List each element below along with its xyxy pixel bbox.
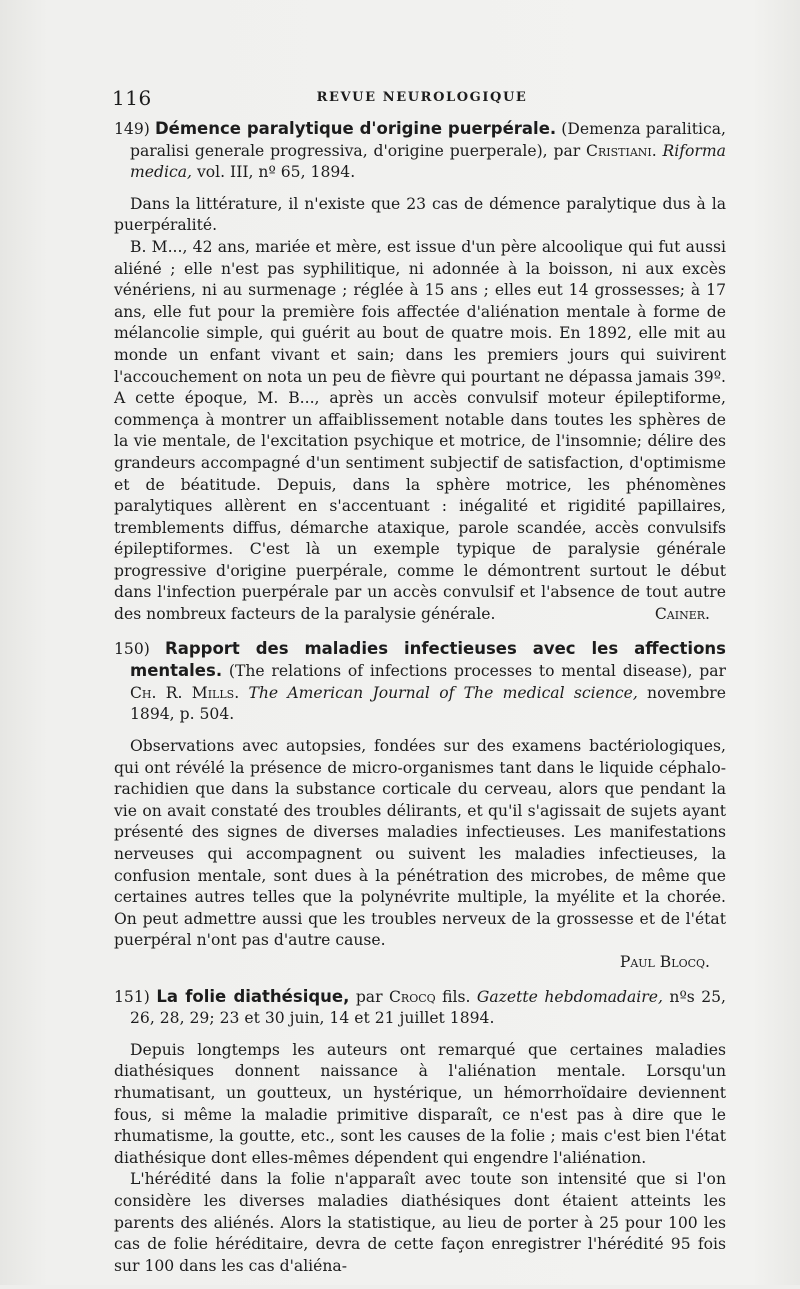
paragraph: Dans la littérature, il n'existe que 23 cas de démence paralytique dus à la puerpéralité.: [114, 194, 726, 235]
paragraph: Observations avec autopsies, fondées sur des examens bactériologiques, qui ont révélé la présence de micro-organismes tant dans le liquide céphalo-rachidien que dans la substance corticale du cerveau, alors que pendant la vie on avait constaté des troubles délirants, et qu'il s'agissait de sujets ayant présenté des signes de diverses maladies infectieuses. Les manifestations nerveuses qui accompagnent ou suivent les maladies infectieuses, la confusion mentale, sont dues à la pénétration des microbes, de même que certaines autres telles que la polynévrite multiple, la myélite et la chorée. On peut admettre aussi que les troubles nerveux de la grossesse et de l'état puerpéral n'ont pas d'autre cause.: [114, 737, 726, 950]
article-reference: (The relations of infections processes to mental disease), par: [222, 662, 726, 681]
article-heading: [114, 118, 726, 184]
article-heading: [114, 638, 726, 726]
article-151: [114, 986, 726, 1278]
paragraph: [114, 237, 726, 626]
paragraph-text: B. M..., 42 ans, mariée et mère, est issue d'un père alcoolique qui fut aussi aliéné ; elle n'est pas syphilitique, ni adonnée à la boisson, ni aux excès vénériens, ni au surmenage ; réglée à 15 ans ; elles eut 14 grossesses; à 17 ans, elle fut pour la première fois affectée d'aliénation mentale à forme de mélancolie simple, qui guérit au bout de quatre mois. En 1892, elle mit au monde un enfant vivant et sain; dans les premiers jours qui suivirent l'accouchement on nota un peu de fièvre qui pourtant ne dépassa jamais 39º. A cette époque, M. B..., après un accès convulsif moteur épileptiforme, commença à montrer un affaiblissement notable dans toutes les sphères de la vie mentale, de l'excitation psychique et motrice, de l'insomnie; délire des grandeurs accompagné d'un sentiment subjectif de satisfaction, d'optimisme et de béatitude. Depuis, dans la sphère motrice, les phénomènes paralytiques allèrent en s'accentuant : inégalité et rigidité papillaires, tremblements diffus, démarche ataxique, parole scandée, accès convulsifs épileptiformes. C'est là un exemple typique de paralysie générale progressive d'origine puerpérale, comme le démontrent surtout le début dans l'infection puerpérale par un accès convulsif et l'absence de tout autre des nombreux facteurs de la paralysie générale.: [114, 237, 726, 624]
signature: Cainer.: [654, 605, 710, 624]
article-journal: The American Journal of The medical science,: [248, 683, 638, 702]
article-journal: Riforma medica,: [130, 141, 726, 182]
article-reference: (Demenza paralitica, paralisi generale progressiva, d'origine puerperale), par: [130, 120, 726, 160]
paragraph: L'hérédité dans la folie n'apparaît avec toute son intensité que si l'on considère les diverses maladies diathésiques dont étaient atteints les parents des aliénés. Alors la statistique, au lieu de porter à 25 pour 100 les cas de folie héréditaire, devra de cette façon enregistrer l'hérédité 95 fois sur 100 dans les cas d'aliéna-: [114, 1170, 726, 1275]
article-reference-end: nºs 25, 26, 28, 29; 23 et 30 juin, 14 et 21 juillet 1894.: [130, 987, 727, 1028]
article-reference-end: vol. III, nº 65, 1894.: [191, 163, 356, 182]
article-149: [114, 118, 726, 626]
article-number: 150): [114, 639, 150, 658]
article-reference-end: novembre 1894, p. 504.: [130, 683, 726, 724]
page-number: 116: [112, 86, 152, 110]
signature: Paul Blocq.: [619, 952, 710, 971]
article-150: [114, 638, 726, 974]
article-title: Rapport des maladies infectieuses avec les affections mentales.: [130, 638, 726, 681]
page-header: [112, 86, 732, 110]
article-journal: Gazette hebdomadaire,: [476, 987, 663, 1006]
article-number: 151): [114, 987, 150, 1006]
running-title: REVUE NEUROLOGIQUE: [316, 90, 528, 105]
article-reference: par: [349, 987, 389, 1006]
article-reference-mid: fils.: [435, 987, 477, 1006]
paragraph: Depuis longtemps les auteurs ont remarqué que certaines maladies diathésiques donnent naissance à l'aliénation mentale. Lorsqu'un rhumatisant, un goutteux, un hystérique, un hémorrhoïdaire deviennent fous, si même la maladie primitive disparaît, ce n'est pas à dire que le rhumatisme, la goutte, etc., sont les causes de la folie ; mais c'est bien l'état diathésique dont elles-mêmes dépendent qui engendre l'aliénation.: [114, 1040, 726, 1167]
article-author: Crocq: [389, 987, 436, 1006]
article-author: Cristiani.: [586, 141, 657, 160]
article-number: 149): [114, 120, 150, 138]
article-title: La folie diathésique,: [156, 986, 350, 1006]
article-author: Ch. R. Mills.: [130, 683, 240, 702]
article-heading: [114, 986, 726, 1030]
article-title: Démence paralytique d'origine puerpérale.: [154, 119, 557, 138]
page-content: [114, 118, 726, 1289]
